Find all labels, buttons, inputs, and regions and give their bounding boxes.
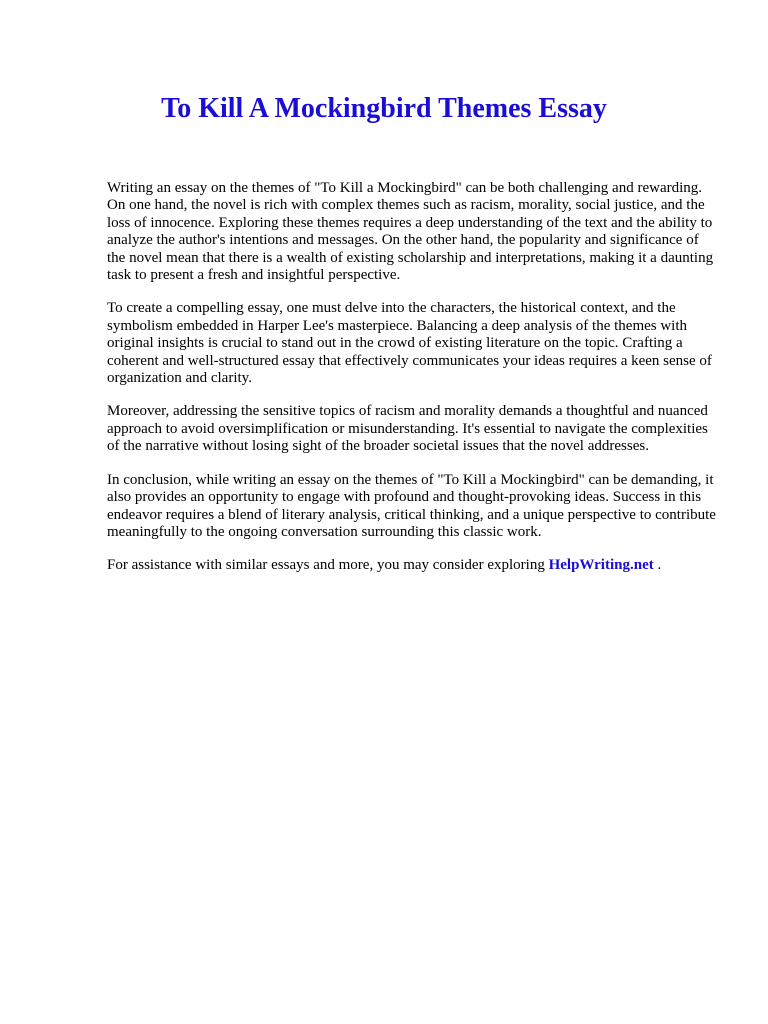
paragraph-4: In conclusion, while writing an essay on the themes of "To Kill a Mockingbird" can be demanding, it also provides an opportunity to engage with profound and thought-provoking ideas. Success in this endeavor requires a blend of literary analysis, critical thinking, and a unique perspective to contribute meaningfully to the ongoing conversation surrounding this classic work.	[107, 471, 716, 540]
closing-suffix: .	[653, 557, 662, 574]
helpwriting-link[interactable]: HelpWriting.net	[548, 557, 654, 574]
page-title: To Kill A Mockingbird Themes Essay	[161, 93, 607, 124]
closing-prefix: For assistance with similar essays and more, you may consider exploring	[107, 557, 549, 574]
paragraph-2: To create a compelling essay, one must delve into the characters, the historical context, and the symbolism embedded in Harper Lee's masterpiece. Balancing a deep analysis of the themes with original insights is crucial to stand out in the crowd of existing literature on the topic. Crafting a coherent and well-structured essay that effectively communicates your ideas requires a keen sense of organization and clarity.	[107, 300, 712, 387]
paragraph-1: Writing an essay on the themes of "To Kill a Mockingbird" can be both challenging and rewarding. On one hand, the novel is rich with complex themes such as racism, morality, social justice, and the loss of innocence. Exploring these themes requires a deep understanding of the text and the ability to analyze the author's intentions and messages. On the other hand, the popularity and significance of the novel mean that there is a wealth of existing scholarship and interpretations, making it a daunting task to present a fresh and insightful perspective.	[107, 180, 714, 284]
essay-body	[107, 180, 719, 591]
paragraph-3: Moreover, addressing the sensitive topics of racism and morality demands a thoughtful and nuanced approach to avoid oversimplification or misunderstanding. It's essential to navigate the complexities of the narrative without losing sight of the broader societal issues that the novel addresses.	[107, 403, 708, 455]
closing-paragraph	[107, 557, 719, 574]
